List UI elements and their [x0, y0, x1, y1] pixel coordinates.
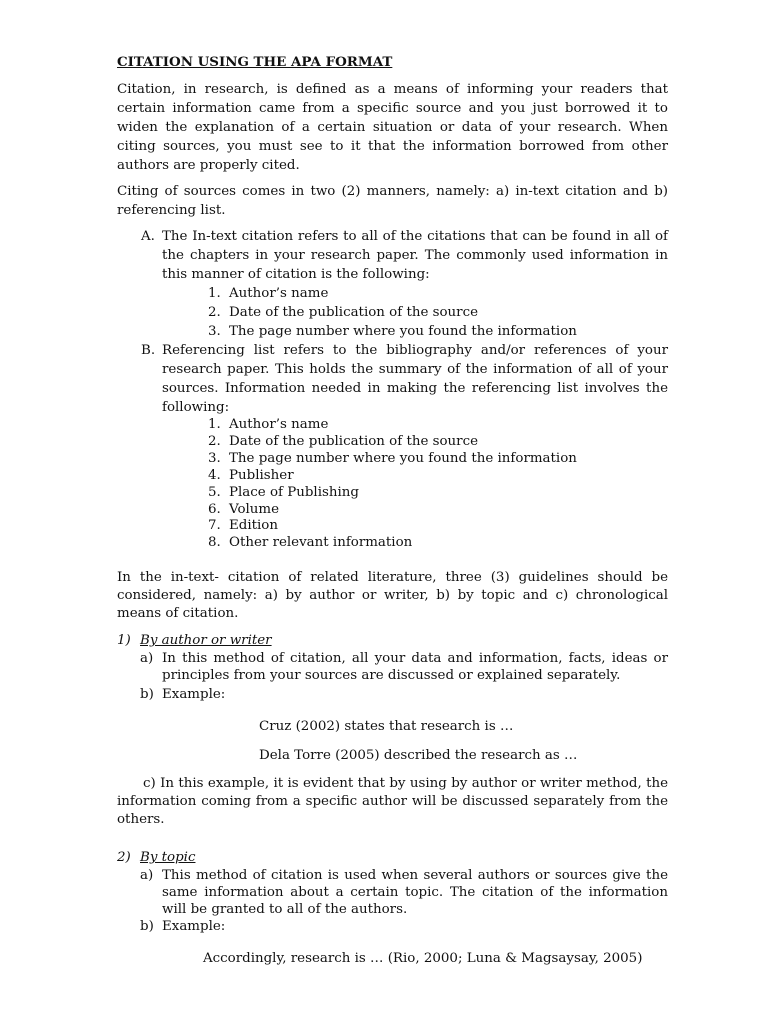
list-item: 3. The page number where you found the information — [208, 450, 577, 466]
method1-item-b: b) Example: — [140, 687, 226, 703]
example-citation-2: Dela Torre (2005) described the research as … — [259, 748, 578, 764]
section-a-text: The In-text citation refers to all of the citations that can be found in all of the chapters in your research paper. The commonly used information in this manner of citation is the following: — [162, 229, 668, 282]
example-citation-1: Cruz (2002) states that research is … — [259, 719, 514, 735]
list-item: 2. Date of the publication of the source — [208, 433, 479, 449]
list-item: 8. Other relevant information — [208, 535, 413, 551]
manners-paragraph: Citing of sources comes in two (2) manners, namely: a) in-text citation and b) referencing list. — [117, 184, 668, 218]
guidelines-paragraph: In the in-text- citation of related literature, three (3) guidelines should be considered, namely: a) by author or writer, b) by topic and c) chronological means of citation. — [117, 570, 668, 622]
method2-item-b: b) Example: — [140, 919, 226, 935]
method1-heading: 1) By author or writer — [117, 633, 272, 649]
list-item: 1. Author’s name — [208, 417, 329, 432]
method1-item-a: a) In this method of citation, all your data and information, facts, ideas or principles from your sources are discussed or explained separately. — [140, 651, 668, 684]
document-body — [117, 53, 668, 968]
section-b-list — [117, 417, 668, 552]
section-a — [117, 227, 668, 284]
list-item: 1. Author’s name — [208, 286, 329, 301]
method1-item-c: c) In this example, it is evident that by using by author or writer method, the information coming from a specific author will be discussed separately from the others. — [117, 776, 668, 828]
section-b-marker: B. — [141, 343, 156, 358]
list-item: 3. The page number where you found the information — [208, 324, 577, 339]
section-a-marker: A. — [141, 229, 155, 244]
list-item: 4. Publisher — [208, 467, 294, 483]
list-item: 5. Place of Publishing — [208, 484, 359, 500]
list-item: 2. Date of the publication of the source — [208, 305, 479, 320]
list-item: 7. Edition — [208, 518, 278, 534]
section-b — [117, 341, 668, 417]
section-a-list — [117, 284, 668, 341]
method2-item-a: a) This method of citation is used when several authors or sources give the same information about a certain topic. The citation of the information will be granted to all of the authors. — [140, 868, 668, 918]
method2-heading: 2) By topic — [117, 850, 196, 866]
example-citation-3: Accordingly, research is … (Rio, 2000; Luna & Magsaysay, 2005) — [203, 951, 643, 967]
page-title: CITATION USING THE APA FORMAT — [117, 54, 393, 70]
section-b-text: Referencing list refers to the bibliography and/or references of your research paper. This holds the summary of the information of all of your sources. Information needed in making the referencing list involves the following: — [162, 343, 668, 415]
intro-paragraph: Citation, in research, is defined as a means of informing your readers that certain information came from a specific source and you just borrowed it to widen the explanation of a certain situation or data of your research. When citing sources, you must see to it that the information borrowed from other authors are properly cited. — [117, 82, 668, 173]
list-item: 6. Volume — [208, 501, 280, 517]
